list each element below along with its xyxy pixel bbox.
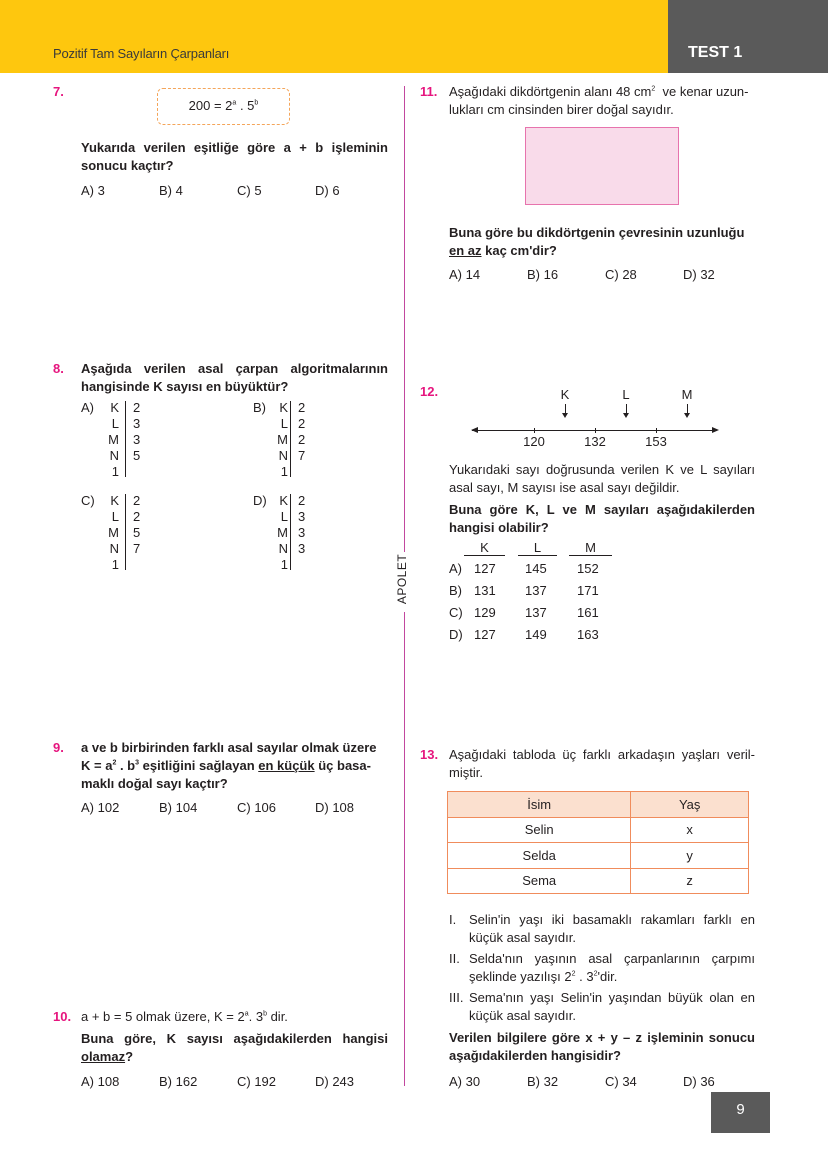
algo-cell: 2 bbox=[133, 400, 141, 415]
exponent: 2 bbox=[593, 970, 598, 978]
algo-cell: 2 bbox=[298, 400, 306, 415]
tick-mark bbox=[534, 428, 535, 433]
exponent: 3 bbox=[135, 759, 140, 767]
cell: Sema bbox=[448, 868, 631, 894]
ages-table bbox=[447, 791, 749, 894]
emphasis: en küçük bbox=[258, 758, 315, 773]
arrow-down-icon bbox=[565, 404, 566, 416]
table-row bbox=[448, 868, 749, 894]
option-b-algorithm[interactable] bbox=[253, 400, 333, 480]
option-d[interactable]: D) 6 bbox=[315, 183, 340, 198]
formula-box bbox=[157, 88, 290, 125]
algo-cell: 2 bbox=[133, 509, 141, 524]
statement-text: 'dir. bbox=[597, 969, 618, 984]
prompt-line bbox=[449, 242, 759, 260]
cell: 137 bbox=[525, 583, 547, 598]
algo-cell: 5 bbox=[133, 525, 141, 540]
algo-cell: 3 bbox=[298, 541, 306, 556]
exponent: a bbox=[244, 1010, 249, 1018]
column-header: İsim bbox=[448, 792, 631, 818]
option-a[interactable]: A) 30 bbox=[449, 1074, 481, 1089]
cell: y bbox=[631, 843, 749, 869]
cell: 163 bbox=[577, 627, 599, 642]
question-prompt-end bbox=[81, 1048, 133, 1066]
algo-cell: 3 bbox=[133, 416, 141, 431]
question-number: 12. bbox=[420, 384, 439, 399]
tick-mark bbox=[656, 428, 657, 433]
option-a[interactable]: A) 14 bbox=[449, 267, 481, 282]
exponent: 2 bbox=[651, 85, 656, 93]
cell: Selin bbox=[448, 817, 631, 843]
text: Aşağıdaki dikdörtgenin alanı 48 cm bbox=[449, 84, 652, 99]
point-label: L bbox=[622, 387, 630, 402]
prompt-line: Buna göre bu dikdörtgenin çevresinin uzunluğu bbox=[449, 225, 745, 240]
cell: 129 bbox=[474, 605, 496, 620]
algo-divider bbox=[290, 401, 291, 477]
statement-2 bbox=[449, 950, 755, 986]
statement-text: Sema'nın yaşı Selin'in yaşından büyük olan en küçük asal sayıdır. bbox=[469, 990, 755, 1023]
cell: z bbox=[631, 868, 749, 894]
option-b[interactable]: B) 104 bbox=[159, 800, 198, 815]
emphasis: olamaz bbox=[81, 1049, 126, 1064]
algo-cell: K bbox=[110, 493, 119, 508]
algo-cell: 1 bbox=[280, 557, 288, 572]
question-stem bbox=[449, 83, 759, 119]
arrow-right-icon bbox=[712, 427, 719, 433]
question-prompt: Yukarıda verilen eşitliğe göre a + b işleminin sonucu kaçtır? bbox=[81, 140, 388, 173]
arrow-down-icon bbox=[626, 404, 627, 416]
question-stem: Aşağıdaki tabloda üç farklı arkadaşın yaşları veril-miştir. bbox=[449, 747, 755, 780]
algo-cell: 7 bbox=[133, 541, 141, 556]
column-header: K bbox=[464, 541, 505, 556]
exponent: b bbox=[254, 99, 259, 107]
statements-list bbox=[449, 911, 755, 1028]
option-label: D) bbox=[253, 493, 267, 508]
option-c[interactable] bbox=[449, 602, 599, 624]
roman-numeral: I. bbox=[449, 912, 457, 927]
question-prompt: Buna göre K, L ve M sayıları aşağıdakilerden hangisi olabilir? bbox=[449, 502, 755, 535]
option-c[interactable]: C) 28 bbox=[605, 267, 637, 282]
option-label: A) bbox=[449, 561, 462, 576]
option-a[interactable] bbox=[449, 558, 599, 580]
algo-cell: L bbox=[280, 509, 288, 524]
algo-divider bbox=[125, 494, 126, 570]
option-a[interactable]: A) 3 bbox=[81, 183, 105, 198]
algo-cell: M bbox=[108, 525, 119, 540]
prompt-line: maklı doğal sayı kaçtır? bbox=[81, 776, 228, 791]
table-row bbox=[448, 843, 749, 869]
question-prompt bbox=[81, 739, 391, 793]
option-d[interactable]: D) 32 bbox=[683, 267, 715, 282]
cell: 149 bbox=[525, 627, 547, 642]
answer-options bbox=[81, 800, 393, 815]
statement-text: . 3 bbox=[575, 969, 594, 984]
option-d[interactable]: D) 36 bbox=[683, 1074, 715, 1089]
algo-cell: M bbox=[277, 432, 288, 447]
formula-text: 200 = 2 bbox=[188, 98, 233, 113]
text: üç basa- bbox=[314, 758, 371, 773]
algo-cell: M bbox=[277, 525, 288, 540]
algo-cell: N bbox=[109, 541, 119, 556]
tick-mark bbox=[595, 428, 596, 433]
point-label: M bbox=[681, 387, 693, 402]
option-label: C) bbox=[81, 493, 95, 508]
option-c[interactable]: C) 192 bbox=[237, 1074, 277, 1089]
option-d[interactable] bbox=[449, 624, 599, 646]
option-a-algorithm[interactable] bbox=[81, 400, 161, 480]
option-b[interactable]: B) 32 bbox=[527, 1074, 559, 1089]
header-bar bbox=[0, 0, 668, 73]
option-label: B) bbox=[253, 400, 266, 415]
text: dir. bbox=[266, 1009, 288, 1024]
roman-numeral: II. bbox=[449, 951, 460, 966]
text: a + b = 5 olmak üzere, K = 2 bbox=[81, 1009, 245, 1024]
option-b[interactable] bbox=[449, 580, 599, 602]
algo-divider bbox=[125, 401, 126, 477]
option-label: B) bbox=[449, 583, 462, 598]
question-prompt bbox=[449, 224, 759, 260]
roman-numeral: III. bbox=[449, 990, 464, 1005]
arrow-down-icon bbox=[687, 404, 688, 416]
algo-cell: K bbox=[279, 400, 288, 415]
algo-cell: L bbox=[280, 416, 288, 431]
algo-cell: 1 bbox=[111, 557, 119, 572]
option-a[interactable]: A) 108 bbox=[81, 1074, 120, 1089]
cell: 127 bbox=[474, 627, 496, 642]
algo-cell: N bbox=[278, 541, 288, 556]
prompt-line bbox=[81, 757, 391, 775]
cell: 152 bbox=[577, 561, 599, 576]
text: kaç cm'dir? bbox=[481, 243, 557, 258]
option-d-algorithm[interactable] bbox=[253, 493, 333, 573]
exponent: 2 bbox=[571, 970, 576, 978]
algo-cell: M bbox=[108, 432, 119, 447]
algo-cell: 5 bbox=[133, 448, 141, 463]
stem-line: lukları cm cinsinden birer doğal sayıdır. bbox=[449, 102, 674, 117]
exponent: 2 bbox=[112, 759, 117, 767]
algo-cell: 2 bbox=[298, 493, 306, 508]
cell: 161 bbox=[577, 605, 599, 620]
option-c[interactable]: C) 34 bbox=[605, 1074, 637, 1089]
option-d[interactable]: D) 108 bbox=[315, 800, 355, 815]
option-d[interactable]: D) 243 bbox=[315, 1074, 355, 1089]
formula-text: . 5 bbox=[236, 98, 255, 113]
algo-cell: 2 bbox=[133, 493, 141, 508]
option-label: C) bbox=[449, 605, 463, 620]
question-number: 8. bbox=[53, 361, 64, 376]
option-c[interactable]: C) 106 bbox=[237, 800, 277, 815]
question-number: 9. bbox=[53, 740, 64, 755]
test-label-bar bbox=[668, 0, 828, 73]
algo-cell: N bbox=[109, 448, 119, 463]
text: ? bbox=[125, 1049, 134, 1064]
question-prompt: Verilen bilgilere göre x + y – z işleminin sonucu aşağıdakilerden hangisidir? bbox=[449, 1030, 755, 1063]
algo-cell: 2 bbox=[298, 432, 306, 447]
text: ve kenar uzun- bbox=[655, 84, 749, 99]
point-label: K bbox=[560, 387, 570, 402]
cell: Selda bbox=[448, 843, 631, 869]
tick-label: 153 bbox=[645, 434, 667, 449]
question-stem bbox=[81, 1008, 288, 1026]
brand-text: APOLET bbox=[395, 553, 410, 605]
option-b[interactable]: B) 162 bbox=[159, 1074, 198, 1089]
algo-cell: L bbox=[111, 416, 119, 431]
text: eşitliğini sağlayan bbox=[139, 758, 259, 773]
question-prompt: Aşağıda verilen asal çarpan algoritmalarının hangisinde K sayısı en büyüktür? bbox=[81, 361, 388, 394]
algo-cell: K bbox=[279, 493, 288, 508]
statement-text: Selin'in yaşı iki basamaklı rakamları farklı en küçük asal sayıdır. bbox=[469, 912, 755, 945]
prompt-line: a ve b birbirinden farklı asal sayılar olmak üzere bbox=[81, 740, 377, 755]
text: . 3 bbox=[248, 1009, 264, 1024]
cell: 145 bbox=[525, 561, 547, 576]
question-number: 13. bbox=[420, 747, 439, 762]
algo-divider bbox=[290, 494, 291, 570]
options-table-header bbox=[464, 541, 612, 556]
answer-options bbox=[81, 1074, 393, 1089]
brand-mark bbox=[396, 552, 412, 612]
option-c[interactable]: C) 5 bbox=[237, 183, 262, 198]
exponent: b bbox=[263, 1010, 267, 1018]
cell: 171 bbox=[577, 583, 599, 598]
question-number: 10. bbox=[53, 1009, 72, 1024]
exponent: a bbox=[232, 99, 237, 107]
answer-options bbox=[449, 267, 761, 282]
option-label: D) bbox=[449, 627, 463, 642]
stem-line bbox=[449, 83, 759, 101]
question-stem: Yukarıdaki sayı doğrusunda verilen K ve L sayıları asal sayı, M sayısı ise asal sayı değildir. bbox=[449, 462, 755, 495]
cell: 131 bbox=[474, 583, 496, 598]
algo-cell: 3 bbox=[298, 509, 306, 524]
algo-cell: K bbox=[110, 400, 119, 415]
column-header: M bbox=[569, 541, 612, 556]
arrow-left-icon bbox=[471, 427, 478, 433]
question-number: 7. bbox=[53, 84, 64, 99]
chapter-title: Pozitif Tam Sayıların Çarpanları bbox=[53, 46, 230, 61]
option-a[interactable]: A) 102 bbox=[81, 800, 120, 815]
question-prompt: Buna göre, K sayısı aşağıdakilerden hangisi bbox=[81, 1031, 388, 1046]
algo-cell: 7 bbox=[298, 448, 306, 463]
options-table bbox=[449, 558, 599, 646]
rectangle-figure bbox=[525, 127, 679, 205]
text: K = a bbox=[81, 758, 113, 773]
statement-text: Selda'nın yaşının asal çarpanlarının çarpımı şeklinde yazılışı 2 bbox=[469, 951, 755, 984]
algo-cell: 1 bbox=[111, 464, 119, 479]
tick-label: 132 bbox=[584, 434, 606, 449]
column-header: Yaş bbox=[631, 792, 749, 818]
text: . b bbox=[116, 758, 136, 773]
page-number: 9 bbox=[711, 1092, 770, 1133]
algo-cell: 3 bbox=[133, 432, 141, 447]
option-label: A) bbox=[81, 400, 94, 415]
cell: 127 bbox=[474, 561, 496, 576]
test-label: TEST 1 bbox=[688, 44, 743, 61]
algo-cell: 3 bbox=[298, 525, 306, 540]
answer-options bbox=[81, 183, 393, 198]
statement-3 bbox=[449, 989, 755, 1025]
algo-cell: N bbox=[278, 448, 288, 463]
option-c-algorithm[interactable] bbox=[81, 493, 161, 573]
cell: x bbox=[631, 817, 749, 843]
option-b[interactable]: B) 4 bbox=[159, 183, 183, 198]
option-b[interactable]: B) 16 bbox=[527, 267, 559, 282]
algo-cell: L bbox=[111, 509, 119, 524]
statement-1 bbox=[449, 911, 755, 947]
table-row bbox=[448, 817, 749, 843]
algo-cell: 1 bbox=[280, 464, 288, 479]
cell: 137 bbox=[525, 605, 547, 620]
emphasis: en az bbox=[449, 243, 482, 258]
algo-cell: 2 bbox=[298, 416, 306, 431]
tick-label: 120 bbox=[523, 434, 545, 449]
question-number: 11. bbox=[420, 84, 438, 99]
table-header-row bbox=[448, 792, 749, 818]
answer-options bbox=[449, 1074, 761, 1089]
column-header: L bbox=[518, 541, 557, 556]
